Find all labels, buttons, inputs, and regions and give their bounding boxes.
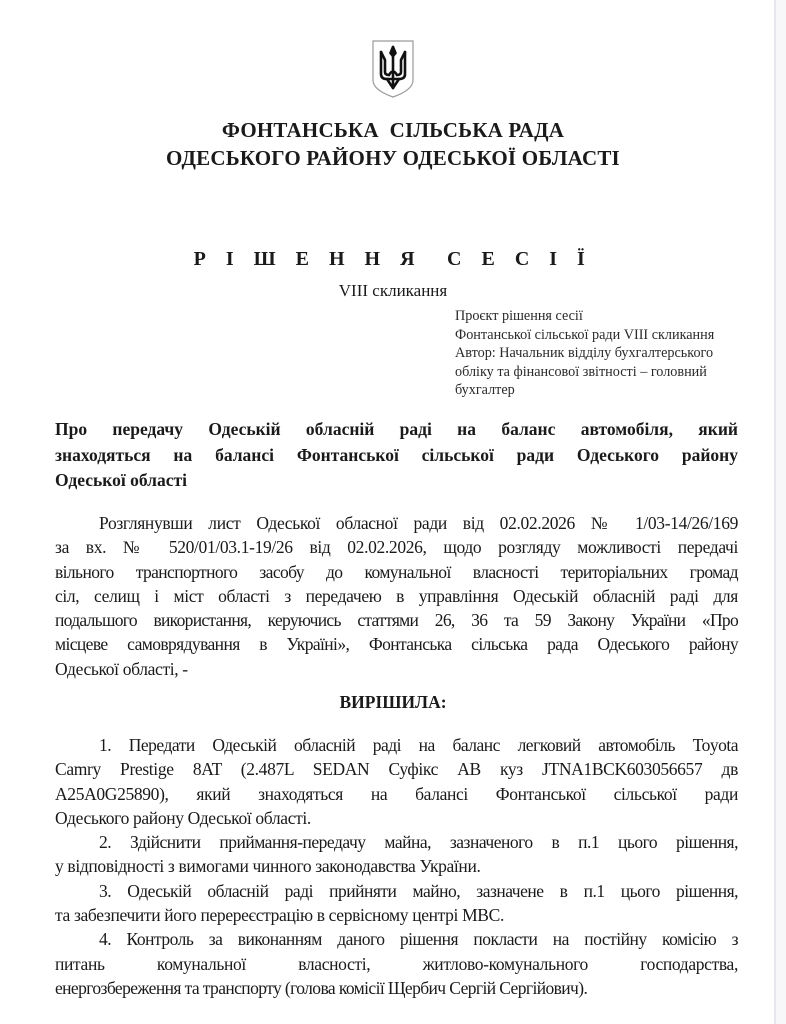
draft-note-line: Фонтанської сільської ради VIII скликання <box>455 326 715 343</box>
resolution-item-3 <box>55 879 738 928</box>
decision-title: Р І Ш Е Н Н Я С Е С І Ї <box>193 248 593 270</box>
draft-note <box>455 307 755 400</box>
preamble-line: місцеве самоврядування в Україні», Фонтанська сільська рада Одеського району <box>55 634 738 655</box>
item-line: 4. Контроль за виконанням даного рішення покласти на постійну комісію з <box>99 929 738 950</box>
item-line: енергозбереження та транспорту (голова комісії Щербич Сергій Сергійович). <box>55 977 588 998</box>
preamble-line: подальшого використання, керуючись статтями 26, 36 та 59 Закону України «Про <box>55 610 738 631</box>
draft-note-line: бухгалтер <box>455 382 515 399</box>
resolution-item-4 <box>55 927 738 1000</box>
convocation-label: VIII скликання <box>338 281 448 300</box>
item-line: Camry Prestige 8AT (2.487L SEDAN Суфікс AB куз JTNA1BCK603056657 дв <box>55 759 738 780</box>
subject-line: знаходяться на балансі Фонтанської сільської ради Одеського району <box>55 444 738 465</box>
item-line: A25A0G25890), який знаходяться на балансі Фонтанської сільської ради <box>55 783 738 804</box>
council-district: ОДЕСЬКОГО РАЙОНУ ОДЕСЬКОЇ ОБЛАСТІ <box>166 146 620 170</box>
council-name: ФОНТАНСЬКА СІЛЬСЬКА РАДА <box>221 118 565 142</box>
draft-note-line: обліку та фінансової звітності – головний <box>455 363 707 380</box>
resolved-heading: ВИРІШИЛА: <box>339 692 447 712</box>
item-line: 3. Одеській обласній раді прийняти майно, зазначене в п.1 цього рішення, <box>99 880 738 901</box>
ukraine-trident-coat-of-arms-icon <box>370 38 416 100</box>
resolution-item-1 <box>55 733 738 830</box>
item-line: та забезпечити його перереєстрацію в сервісному центрі МВС. <box>55 905 504 926</box>
preamble-line: Одеської області, - <box>55 658 188 679</box>
decision-subject <box>55 417 738 494</box>
subject-line: Про передачу Одеській обласній раді на баланс автомобіля, який <box>55 419 738 439</box>
item-line: 1. Передати Одеській обласній раді на баланс легковий автомобіль Toyota <box>99 735 738 755</box>
item-line: у відповідності з вимогами чинного законодавства України. <box>55 856 481 877</box>
preamble-paragraph <box>55 511 738 681</box>
resolution-item-2 <box>55 830 738 879</box>
item-line: питань комунальної власності, житлово-комунального господарства, <box>55 953 738 974</box>
preamble-line: вільного транспортного засобу до комунальної власності територіальних громад <box>55 561 738 582</box>
draft-note-line: Автор: Начальник відділу бухгалтерського <box>455 345 714 362</box>
item-line: Одеського району Одеської області. <box>55 807 311 828</box>
preamble-line: Розглянувши лист Одеської обласної ради від 02.02.2026 № 1/03-14/26/169 <box>99 513 738 533</box>
subject-line: Одеської області <box>55 470 187 490</box>
item-line: 2. Здійснити приймання-передачу майна, зазначеного в п.1 цього рішення, <box>99 832 738 853</box>
resolution-items <box>55 733 738 1000</box>
preamble-line: сіл, селищ і міст області з передачею в управління Одеській обласній раді для <box>55 585 738 606</box>
draft-note-line: Проєкт рішення сесії <box>455 308 583 324</box>
preamble-line: за вх. № 520/01/03.1-19/26 від 02.02.2026, щодо розгляду можливості передачі <box>55 537 738 558</box>
